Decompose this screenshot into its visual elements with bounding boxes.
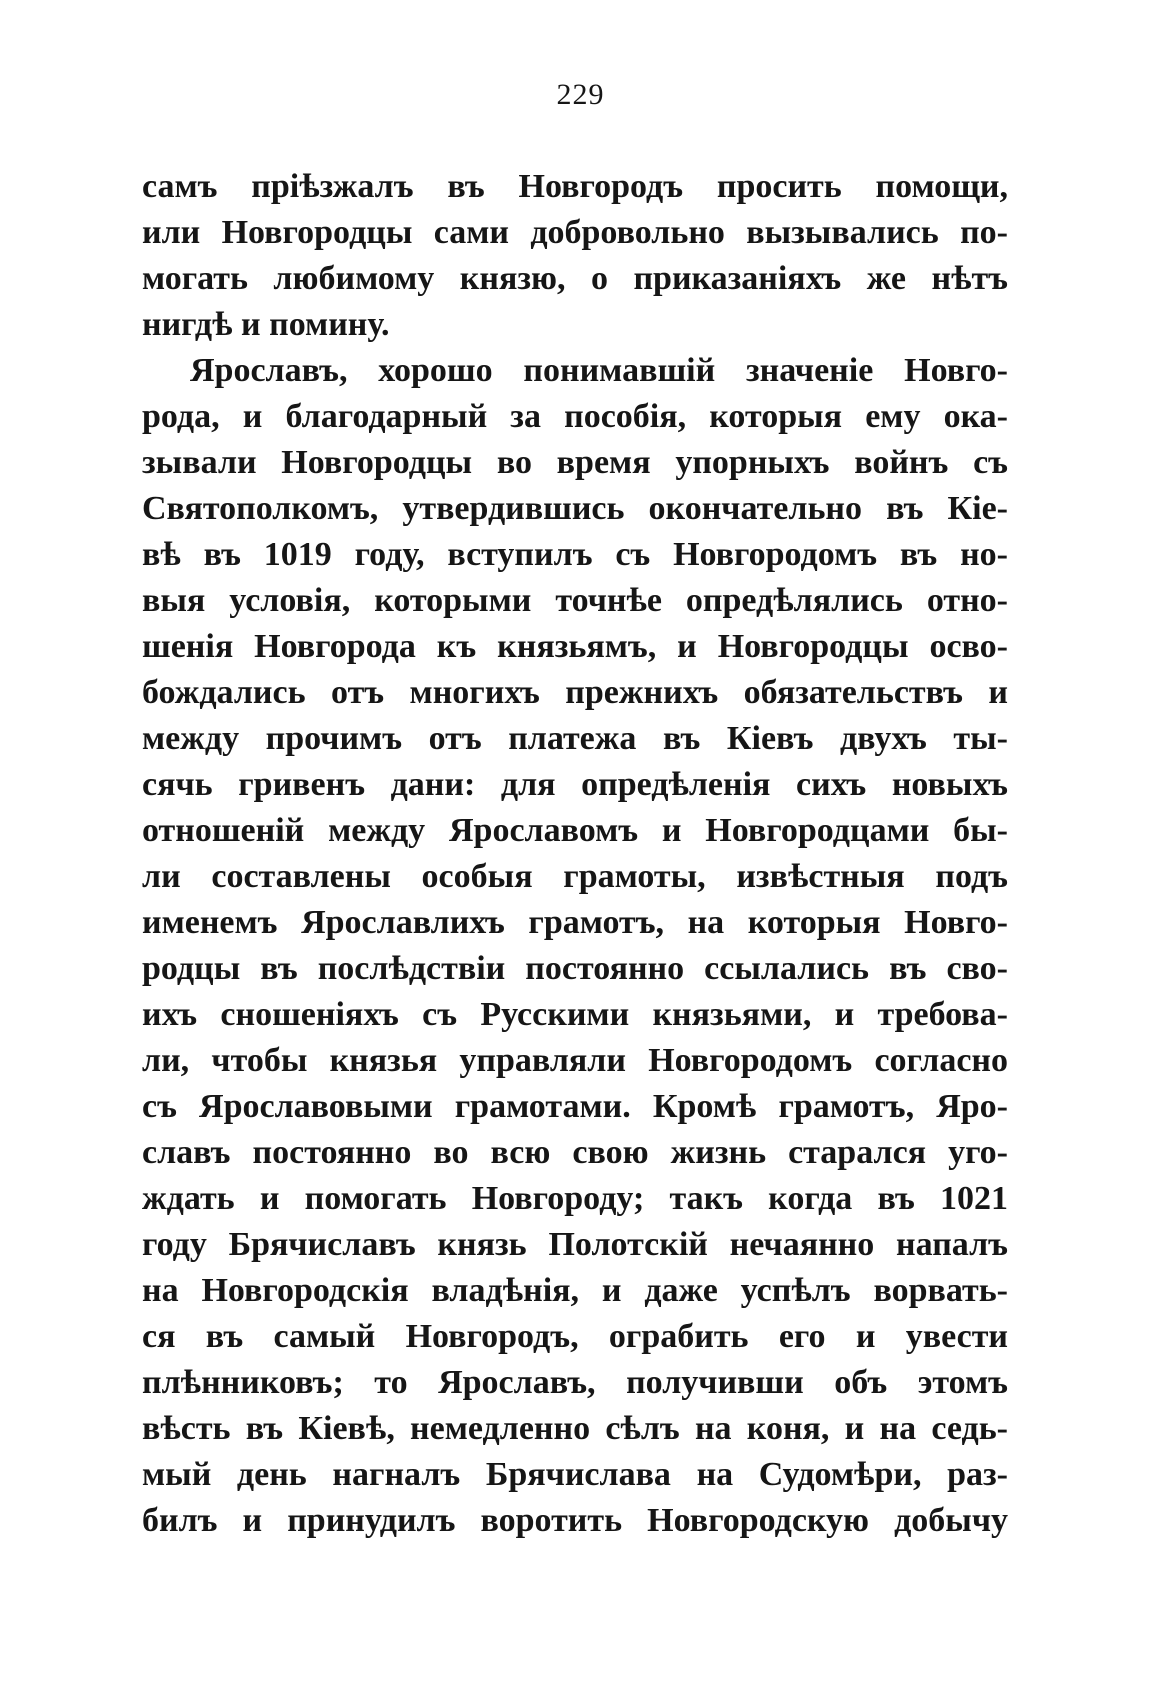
text-line: вѣ въ 1019 году, вступилъ съ Новгородомъ въ но-: [142, 536, 1008, 573]
text-line: съ Ярославовыми грамотами. Кромѣ грамотъ, Яро-: [142, 1088, 1008, 1125]
text-line: родцы въ послѣдствіи постоянно ссылались въ сво-: [142, 950, 1008, 987]
text-line: зывали Новгородцы во время упорныхъ войнъ съ: [142, 444, 1008, 481]
text-line: билъ и принудилъ воротить Новгородскую добычу: [142, 1502, 1008, 1539]
text-line: самъ пріѣзжалъ въ Новгородъ просить помощи,: [142, 168, 1008, 205]
paragraph-end-line: нигдѣ и помину.: [142, 306, 390, 343]
text-line: между прочимъ отъ платежа въ Кіевъ двухъ ты-: [142, 720, 1008, 757]
text-line: вѣсть въ Кіевѣ, немедленно сѣлъ на коня, и на седь-: [142, 1410, 1008, 1447]
text-line: ждать и помогать Новгороду; такъ когда въ 1021: [142, 1180, 1008, 1217]
text-line: именемъ Ярославлихъ грамотъ, на которыя Новго-: [142, 904, 1008, 941]
text-line: ся въ самый Новгородъ, ограбить его и увести: [142, 1318, 1008, 1355]
text-line: плѣнниковъ; то Ярославъ, получивши объ этомъ: [142, 1364, 1008, 1401]
text-line: ли составлены особыя грамоты, извѣстныя подъ: [142, 858, 1008, 895]
text-line: ли, чтобы князья управляли Новгородомъ согласно: [142, 1042, 1008, 1079]
text-line: сячь гривенъ дани: для опредѣленія сихъ новыхъ: [142, 766, 1008, 803]
body-text: [142, 164, 1008, 1544]
text-line: отношеній между Ярославомъ и Новгородцами бы-: [142, 812, 1008, 849]
text-line: шенія Новгорода къ князьямъ, и Новгородцы осво-: [142, 628, 1008, 665]
paragraph-first-line: Ярославъ, хорошо понимавшій значеніе Новго-: [190, 352, 1008, 389]
text-line: могать любимому князю, о приказаніяхъ же нѣтъ: [142, 260, 1008, 297]
text-line: ихъ сношеніяхъ съ Русскими князьями, и требова-: [142, 996, 1008, 1033]
text-line: или Новгородцы сами добровольно вызывались по-: [142, 214, 1008, 251]
text-line: году Брячиславъ князь Полотскій нечаянно напалъ: [142, 1226, 1008, 1263]
text-line: рода, и благодарный за пособія, которыя ему ока-: [142, 398, 1008, 435]
text-line: выя условія, которыми точнѣе опредѣлялись отно-: [142, 582, 1008, 619]
page-number: 229: [556, 78, 605, 111]
text-line: Святополкомъ, утвердившись окончательно въ Кіе-: [142, 490, 1008, 527]
text-line: славъ постоянно во всю свою жизнь старался уго-: [142, 1134, 1008, 1171]
text-line: бождались отъ многихъ прежнихъ обязательствъ и: [142, 674, 1008, 711]
text-line: на Новгородскія владѣнія, и даже успѣлъ ворвать-: [142, 1272, 1008, 1309]
text-line: мый день нагналъ Брячислава на Судомѣри, раз-: [142, 1456, 1008, 1493]
